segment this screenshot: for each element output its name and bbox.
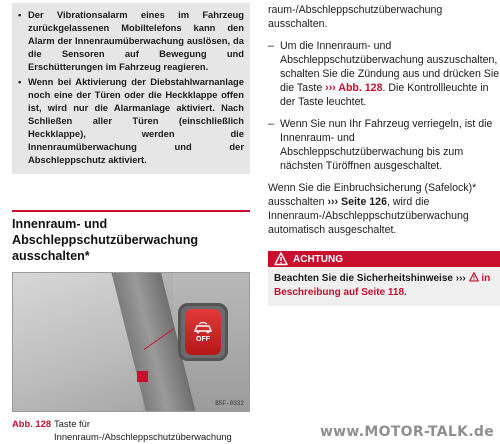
figure-code: B5F-0332 bbox=[215, 400, 244, 407]
warning-text: Beachten Sie die Sicherheitshinweise bbox=[274, 273, 453, 284]
info-bullet bbox=[18, 8, 244, 73]
left-column bbox=[12, 3, 250, 443]
caption-number: Abb. 128 bbox=[12, 418, 52, 429]
figure-image bbox=[12, 272, 250, 412]
car-sensor-icon bbox=[192, 321, 214, 335]
figure-ref-link[interactable]: ››› Abb. 128 bbox=[325, 82, 383, 94]
instruction-item bbox=[268, 39, 500, 109]
bullet-dot: • bbox=[18, 9, 22, 20]
page-ref-link[interactable]: ››› Seite 126 bbox=[327, 196, 387, 208]
warning-header bbox=[268, 251, 500, 267]
dash-marker: – bbox=[268, 118, 274, 130]
figure-caption bbox=[12, 417, 250, 443]
watermark: www.MOTOR-TALK.de bbox=[319, 424, 494, 440]
instruction-item bbox=[268, 117, 500, 173]
instruction-text-main: Um die Innenraum- und Abschleppschutzüberwachung auszuschalten, schalten Sie die Zündung aus und drücken Sie die Taste bbox=[280, 40, 500, 94]
alarm-off-button-face[interactable] bbox=[185, 309, 221, 355]
info-bullet bbox=[18, 75, 244, 166]
section-heading: Innenraum- und Abschleppschutzüberwachung ausschalten* bbox=[12, 210, 250, 264]
bullet-dot: • bbox=[18, 76, 22, 87]
info-box bbox=[12, 3, 250, 174]
warning-triangle-icon bbox=[274, 252, 288, 266]
info-bullet-text: Wenn bei Aktivierung der Diebstahlwarnanlage noch eine der Türen oder die Heckklappe offen ist, wird nur die Alarmanlage aktiviert. Nach Schließen aller Türen (einschließlich Heckklappe), werden die Innenraumüberwachung und der Abschleppschutz aktiviert. bbox=[28, 76, 244, 165]
instruction-text-tail: . Die Kontrollleuchte in der Taste leuchtet. bbox=[280, 82, 489, 108]
instruction-text bbox=[280, 39, 500, 109]
button-label: OFF bbox=[196, 336, 210, 343]
warning-body bbox=[268, 267, 500, 306]
right-column bbox=[268, 3, 500, 306]
warning-ref-link[interactable]: ››› bbox=[455, 273, 466, 284]
warning-title: ACHTUNG bbox=[293, 253, 343, 265]
info-bullet-text: Der Vibrationsalarm eines im Fahrzeug zurückgelassenen Mobiltelefons kann den Alarm der Innenraumüberwachung auslösen, da die Sensoren auf Bewegung und Erschütterungen im Fahrzeug reagieren. bbox=[28, 9, 244, 72]
dash-marker: – bbox=[268, 40, 274, 52]
callout-marker bbox=[137, 371, 148, 382]
safelock-text-main: Wenn Sie die Einbruchsicherung (Safelock)* ausschalten bbox=[268, 182, 477, 208]
intro-text: raum-/Abschleppschutzüberwachung ausschalten. bbox=[268, 4, 443, 30]
warning-tail: in Beschreibung auf Seite 118. bbox=[274, 273, 491, 298]
safelock-text bbox=[268, 181, 500, 237]
alarm-off-button[interactable] bbox=[178, 303, 228, 361]
instruction-text: Wenn Sie nun Ihr Fahrzeug verriegeln, ist die Innenraum- und Abschleppschutzüberwachung bis zum nächsten Türöffnen ausgeschaltet. bbox=[280, 118, 493, 172]
caption-text: Taste für Innenraum-/Abschleppschutzüberwachung bbox=[54, 418, 232, 442]
safelock-text-tail: , wird die Innenraum-/Abschleppschutzüberwachung automatisch ausgeschaltet. bbox=[268, 196, 469, 236]
warning-box bbox=[268, 251, 500, 306]
warning-inline-triangle-icon bbox=[469, 272, 479, 282]
